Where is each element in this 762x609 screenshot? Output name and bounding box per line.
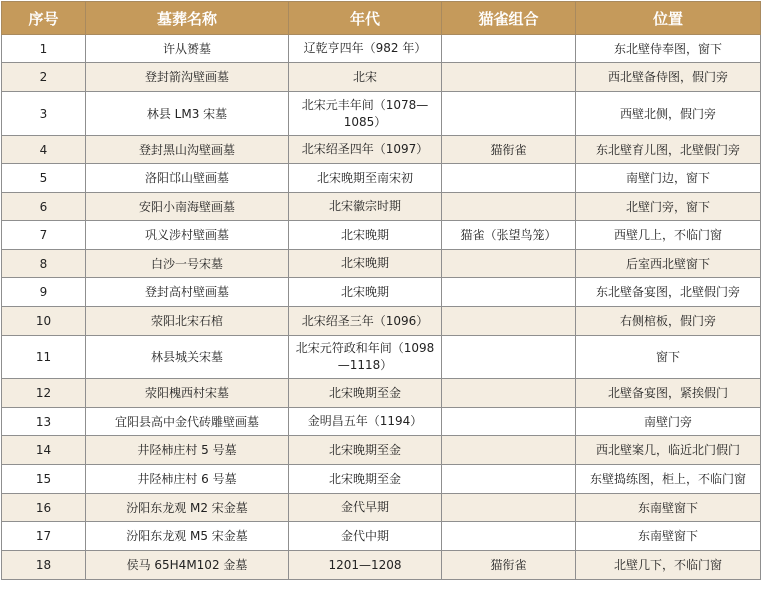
table-row: [2, 92, 761, 136]
cell-position: 右侧棺板，假门旁: [576, 307, 761, 336]
header-position: 位置: [576, 2, 761, 35]
table-row: [2, 164, 761, 193]
cell-no: 3: [2, 92, 86, 136]
cell-combo: 猫衔雀: [442, 136, 576, 164]
table-row: [2, 522, 761, 551]
cell-position: 西壁几上，不临门窗: [576, 221, 761, 250]
cell-position: 南壁门边，窗下: [576, 164, 761, 193]
cell-position: 东南壁窗下: [576, 522, 761, 551]
table-row: [2, 551, 761, 580]
cell-name: 登封箭沟壁画墓: [86, 63, 289, 92]
cell-position: 西北壁案几，临近北门假门: [576, 436, 761, 465]
cell-combo: [442, 164, 576, 193]
table-row: [2, 465, 761, 494]
cell-no: 13: [2, 408, 86, 436]
table-row: [2, 63, 761, 92]
header-era: 年代: [289, 2, 442, 35]
header-combo: 猫雀组合: [442, 2, 576, 35]
table-row: [2, 250, 761, 278]
cell-combo: [442, 35, 576, 63]
cell-combo: [442, 379, 576, 408]
table-row: [2, 408, 761, 436]
cell-era: 北宋晚期至金: [289, 436, 442, 465]
cell-era: 金明昌五年（1194）: [289, 408, 442, 436]
cell-name: 洛阳邙山壁画墓: [86, 164, 289, 193]
cell-combo: [442, 278, 576, 307]
cell-combo: [442, 63, 576, 92]
table-row: [2, 35, 761, 63]
cell-no: 7: [2, 221, 86, 250]
cell-era: 北宋绍圣四年（1097）: [289, 136, 442, 164]
cell-no: 12: [2, 379, 86, 408]
cell-name: 宜阳县高中金代砖雕壁画墓: [86, 408, 289, 436]
cell-position: 东北壁备宴图，北壁假门旁: [576, 278, 761, 307]
table-row: [2, 221, 761, 250]
header-name: 墓葬名称: [86, 2, 289, 35]
table-row: [2, 136, 761, 164]
cell-combo: [442, 307, 576, 336]
cell-era: 1201—1208: [289, 551, 442, 580]
cell-era: 北宋晚期至南宋初: [289, 164, 442, 193]
table-row: [2, 436, 761, 465]
cell-era: 北宋晚期: [289, 278, 442, 307]
cell-era: 北宋晚期至金: [289, 465, 442, 494]
cell-era: 北宋: [289, 63, 442, 92]
cell-name: 汾阳东龙观 M5 宋金墓: [86, 522, 289, 551]
cell-era: 金代中期: [289, 522, 442, 551]
cell-name: 井陉柿庄村 6 号墓: [86, 465, 289, 494]
cell-name: 白沙一号宋墓: [86, 250, 289, 278]
cell-combo: 猫雀（张望鸟笼）: [442, 221, 576, 250]
cell-era: 北宋徽宗时期: [289, 193, 442, 221]
table-row: [2, 494, 761, 522]
cell-position: 北壁几下，不临门窗: [576, 551, 761, 580]
cell-position: 北壁门旁，窗下: [576, 193, 761, 221]
cell-name: 荥阳北宋石棺: [86, 307, 289, 336]
cell-position: 窗下: [576, 336, 761, 379]
table-row: [2, 379, 761, 408]
cell-combo: [442, 465, 576, 494]
cell-position: 北壁备宴图，紧挨假门: [576, 379, 761, 408]
cell-no: 5: [2, 164, 86, 193]
cell-no: 4: [2, 136, 86, 164]
cell-combo: [442, 522, 576, 551]
cell-combo: [442, 494, 576, 522]
tomb-table-container: [1, 1, 761, 607]
table-row: [2, 336, 761, 379]
cell-position: 后室西北壁窗下: [576, 250, 761, 278]
tomb-table: [1, 1, 761, 580]
cell-combo: 猫衔雀: [442, 551, 576, 580]
cell-no: 14: [2, 436, 86, 465]
cell-era: 北宋晚期: [289, 221, 442, 250]
cell-no: 11: [2, 336, 86, 379]
cell-position: 东北壁育儿图，北壁假门旁: [576, 136, 761, 164]
cell-no: 1: [2, 35, 86, 63]
cell-name: 侯马 65H4M102 金墓: [86, 551, 289, 580]
cell-era: 北宋晚期: [289, 250, 442, 278]
cell-name: 井陉柿庄村 5 号墓: [86, 436, 289, 465]
table-row: [2, 307, 761, 336]
table-body: [2, 35, 761, 580]
cell-name: 巩义涉村壁画墓: [86, 221, 289, 250]
cell-combo: [442, 250, 576, 278]
cell-combo: [442, 92, 576, 136]
cell-no: 2: [2, 63, 86, 92]
cell-position: 东壁捣练图，柜上，不临门窗: [576, 465, 761, 494]
table-row: [2, 193, 761, 221]
cell-no: 8: [2, 250, 86, 278]
cell-name: 安阳小南海壁画墓: [86, 193, 289, 221]
cell-no: 17: [2, 522, 86, 551]
cell-name: 林县 LM3 宋墓: [86, 92, 289, 136]
cell-position: 西壁北侧，假门旁: [576, 92, 761, 136]
cell-name: 林县城关宋墓: [86, 336, 289, 379]
cell-no: 10: [2, 307, 86, 336]
cell-combo: [442, 336, 576, 379]
cell-era: 北宋晚期至金: [289, 379, 442, 408]
cell-era: 北宋元符政和年间（1098—1118）: [289, 336, 442, 379]
cell-no: 15: [2, 465, 86, 494]
cell-name: 许从赟墓: [86, 35, 289, 63]
cell-era: 金代早期: [289, 494, 442, 522]
cell-combo: [442, 408, 576, 436]
cell-position: 西北壁备侍图，假门旁: [576, 63, 761, 92]
cell-position: 东南壁窗下: [576, 494, 761, 522]
cell-name: 登封高村壁画墓: [86, 278, 289, 307]
cell-no: 9: [2, 278, 86, 307]
cell-combo: [442, 193, 576, 221]
cell-era: 北宋绍圣三年（1096）: [289, 307, 442, 336]
cell-name: 登封黑山沟壁画墓: [86, 136, 289, 164]
cell-era: 辽乾亨四年（982 年）: [289, 35, 442, 63]
cell-combo: [442, 436, 576, 465]
cell-position: 东北壁侍奉图，窗下: [576, 35, 761, 63]
cell-name: 荥阳槐西村宋墓: [86, 379, 289, 408]
cell-no: 18: [2, 551, 86, 580]
cell-name: 汾阳东龙观 M2 宋金墓: [86, 494, 289, 522]
header-no: 序号: [2, 2, 86, 35]
cell-position: 南壁门旁: [576, 408, 761, 436]
cell-era: 北宋元丰年间（1078—1085）: [289, 92, 442, 136]
table-row: [2, 278, 761, 307]
header-row: [2, 2, 761, 35]
cell-no: 6: [2, 193, 86, 221]
cell-no: 16: [2, 494, 86, 522]
